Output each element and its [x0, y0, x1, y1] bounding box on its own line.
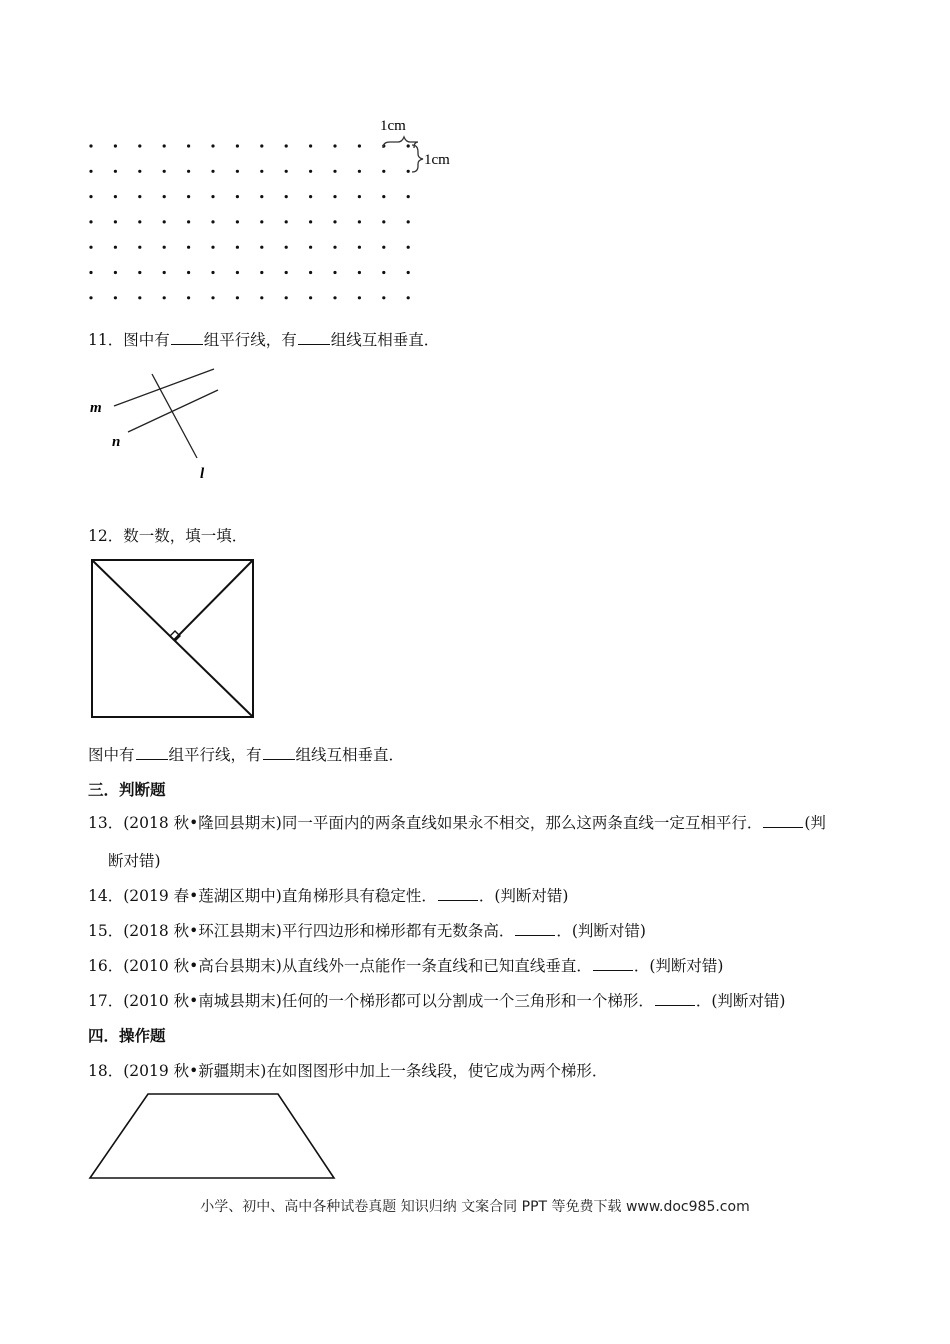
q13-blank[interactable] [763, 813, 803, 828]
q11-blank-2[interactable] [298, 330, 330, 345]
grid-dot [285, 246, 288, 249]
grid-dot [138, 144, 141, 147]
q17-number: 17． [88, 992, 124, 1010]
grid-dot [163, 246, 166, 249]
grid-dot [333, 220, 336, 223]
grid-dot [407, 271, 410, 274]
grid-dot [382, 246, 385, 249]
grid-dot [285, 144, 288, 147]
grid-dot [309, 220, 312, 223]
grid-dot [138, 271, 141, 274]
q11-line [88, 328, 439, 350]
q18-line [88, 1059, 607, 1081]
grid-dot [382, 195, 385, 198]
grid-dot [309, 144, 312, 147]
q16-blank[interactable] [593, 956, 633, 971]
q12-blank-2[interactable] [263, 745, 295, 760]
grid-dot [187, 246, 190, 249]
section-4-title: 四．操作题 [88, 1026, 166, 1045]
q14-suffix: ．(判断对错) [478, 887, 569, 905]
grid-dot [333, 271, 336, 274]
grid-dot [187, 170, 190, 173]
grid-dot [333, 170, 336, 173]
grid-dot [89, 220, 92, 223]
grid-dot [285, 195, 288, 198]
grid-dot [211, 144, 214, 147]
page-footer: 小学、初中、高中各种试卷真题 知识归纳 文案合同 PPT 等免费下载 www.doc985.com [200, 1199, 750, 1215]
q14-text: (2019 春•莲湖区期中)直角梯形具有稳定性． [123, 887, 437, 905]
grid-dot [163, 271, 166, 274]
grid-dot [407, 170, 410, 173]
grid-dot [187, 271, 190, 274]
grid-dot [211, 195, 214, 198]
grid-dot [236, 296, 239, 299]
grid-dot [260, 144, 263, 147]
grid-dot [138, 296, 141, 299]
grid-dot [333, 296, 336, 299]
grid-dot [407, 220, 410, 223]
q15-text: (2018 秋•环江县期末)平行四边形和梯形都有无数条高． [123, 922, 515, 940]
grid-dot [407, 246, 410, 249]
q17-text: (2010 秋•南城县期末)任何的一个梯形都可以分割成一个三角形和一个梯形． [123, 992, 654, 1010]
q11-text-2: 组平行线，有 [203, 331, 297, 349]
grid-dot [89, 296, 92, 299]
grid-dot [211, 170, 214, 173]
grid-dot [309, 271, 312, 274]
q12-answer-line [88, 743, 404, 765]
q12-text-1: 图中有 [88, 746, 135, 764]
q13-number: 13． [88, 814, 124, 832]
q15-line [88, 919, 646, 941]
perpendicular-segment [174, 560, 253, 640]
q12-number: 12． [88, 527, 124, 545]
q11-figure [84, 368, 244, 488]
grid-dot [89, 144, 92, 147]
grid-dot [285, 296, 288, 299]
q15-blank[interactable] [515, 921, 555, 936]
grid-dot [236, 271, 239, 274]
grid-dot [89, 271, 92, 274]
grid-dot [163, 170, 166, 173]
grid-dot [211, 271, 214, 274]
grid-dot [236, 246, 239, 249]
grid-dot [211, 246, 214, 249]
q18-trapezoid-figure [86, 1090, 342, 1182]
grid-dot [138, 246, 141, 249]
grid-dot [211, 296, 214, 299]
section-3-title: 三．判断题 [88, 780, 166, 799]
grid-dot [89, 170, 92, 173]
q18-text: (2019 秋•新疆期末)在如图图形中加上一条线段，使它成为两个梯形． [123, 1062, 608, 1080]
q11-text-3: 组线互相垂直． [330, 331, 440, 349]
grid-dot [407, 296, 410, 299]
q17-line [88, 989, 785, 1011]
grid-dot [260, 271, 263, 274]
q17-suffix: ．(判断对错) [695, 992, 786, 1010]
grid-dot [358, 170, 361, 173]
grid-dot [382, 296, 385, 299]
grid-dot [382, 220, 385, 223]
grid-dot [309, 296, 312, 299]
q14-blank[interactable] [438, 886, 478, 901]
grid-dot [407, 195, 410, 198]
grid-dot [358, 144, 361, 147]
q16-suffix: ．(判断对错) [633, 957, 724, 975]
dot-grid-figure [80, 110, 480, 310]
grid-dot [138, 195, 141, 198]
grid-dot [114, 296, 117, 299]
q16-line [88, 954, 723, 976]
grid-dot [260, 170, 263, 173]
q13-text: (2018 秋•隆回县期末)同一平面内的两条直线如果永不相交，那么这两条直线一定互相平行． [123, 814, 763, 832]
q18-number: 18． [88, 1062, 124, 1080]
grid-dot [260, 296, 263, 299]
grid-dot [260, 195, 263, 198]
grid-dot [309, 246, 312, 249]
grid-dot [114, 271, 117, 274]
grid-dot [333, 195, 336, 198]
grid-dot [211, 220, 214, 223]
grid-dot [358, 271, 361, 274]
grid-dot [187, 144, 190, 147]
grid-dot [236, 144, 239, 147]
q14-line [88, 884, 568, 906]
grid-dot [407, 144, 410, 147]
q16-number: 16． [88, 957, 124, 975]
q12-text-2: 组平行线，有 [168, 746, 262, 764]
label-l: l [200, 466, 205, 482]
grid-dot [236, 170, 239, 173]
grid-dot [114, 195, 117, 198]
grid-dot [260, 220, 263, 223]
q11-number: 11． [88, 331, 124, 349]
dot-grid [89, 144, 409, 299]
grid-dot [236, 195, 239, 198]
grid-dot [309, 170, 312, 173]
line-l [152, 374, 197, 458]
grid-dot [358, 195, 361, 198]
grid-dot [187, 195, 190, 198]
grid-dot [285, 170, 288, 173]
grid-dot [89, 246, 92, 249]
grid-dot [382, 271, 385, 274]
grid-dot [333, 144, 336, 147]
grid-dot [358, 246, 361, 249]
grid-dot [163, 144, 166, 147]
grid-dot [163, 220, 166, 223]
trapezoid [90, 1094, 334, 1178]
grid-dot [114, 170, 117, 173]
vertical-brace [412, 145, 423, 172]
grid-dot [285, 271, 288, 274]
grid-dot [163, 195, 166, 198]
grid-dot [358, 296, 361, 299]
q12-line [88, 524, 247, 546]
grid-dot [236, 220, 239, 223]
q13-line-1 [88, 811, 826, 833]
grid-dot [382, 170, 385, 173]
q11-text-1: 图中有 [123, 331, 170, 349]
grid-dot [187, 296, 190, 299]
q14-number: 14． [88, 887, 124, 905]
grid-dot [89, 195, 92, 198]
grid-dot [187, 220, 190, 223]
grid-dot [333, 246, 336, 249]
grid-dot [138, 220, 141, 223]
q12-square-figure [88, 556, 258, 722]
horizontal-brace [383, 137, 418, 148]
brace-label-v: 1cm [424, 152, 450, 168]
q15-suffix: ．(判断对错) [556, 922, 646, 940]
grid-dot [114, 220, 117, 223]
grid-dot [114, 246, 117, 249]
grid-dot [163, 296, 166, 299]
grid-dot [138, 170, 141, 173]
label-n: n [112, 434, 121, 450]
grid-dot [260, 246, 263, 249]
q17-blank[interactable] [655, 991, 695, 1006]
q11-blank-1[interactable] [171, 330, 203, 345]
grid-dot [309, 195, 312, 198]
q12-blank-1[interactable] [136, 745, 168, 760]
q16-text: (2010 秋•高台县期末)从直线外一点能作一条直线和已知直线垂直． [123, 957, 592, 975]
grid-dot [285, 220, 288, 223]
q13-line-2: 断对错) [108, 852, 161, 870]
q12-text-3: 组线互相垂直． [295, 746, 405, 764]
q13-tail: (判 [804, 814, 826, 832]
brace-label-h: 1cm [380, 118, 406, 134]
grid-dot [358, 220, 361, 223]
q12-text: 数一数，填一填． [123, 527, 248, 545]
label-m: m [90, 400, 102, 416]
q15-number: 15． [88, 922, 124, 940]
grid-dot [114, 144, 117, 147]
line-m [114, 369, 214, 406]
